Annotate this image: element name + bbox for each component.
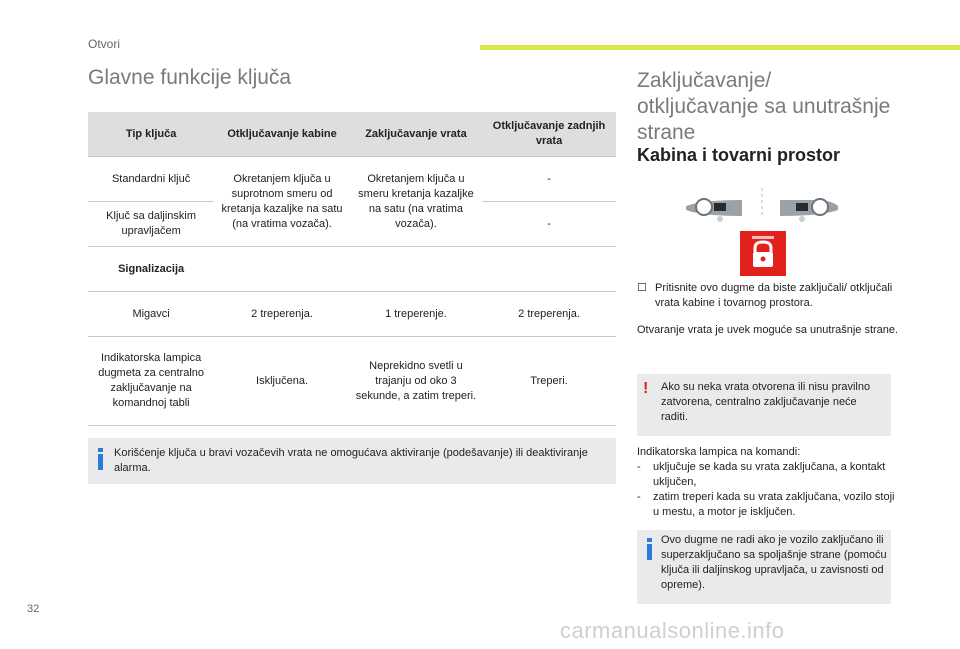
page-title: Glavne funkcije ključa [88, 66, 292, 89]
table-header: Otključavanje kabine [214, 112, 350, 157]
note-text: Ovo dugme ne radi ako je vozilo zaključano ili superzaključano sa spoljašnje strane (pomoću ključa ili daljinskog upravljača, u zavisnosti od opreme). [661, 534, 887, 591]
table-header-row [88, 112, 616, 157]
warning-icon: ! [643, 380, 649, 397]
list-item: - zatim treperi kada su vrata zaključana, vozilo stoji u mestu, a motor je isključen. [637, 491, 895, 518]
list-item-text: uključuje se kada su vrata zaključana, a kontakt uključen, [653, 461, 886, 488]
table-cell: 2 treperenja. [482, 292, 616, 337]
note-box [637, 530, 891, 604]
table-row [88, 157, 616, 202]
table-row [88, 247, 616, 292]
table-cell: Standardni ključ [88, 157, 214, 202]
indicator-section [637, 445, 899, 520]
section-subtitle: Kabina i tovarni prostor [637, 145, 841, 165]
accent-bar [480, 45, 960, 50]
right-dashboard-icon [780, 199, 838, 222]
watermark: carmanualsonline.info [560, 618, 785, 643]
info-icon [645, 538, 655, 560]
table-cell: 2 treperenja. [214, 292, 350, 337]
left-dashboard-icon [686, 199, 742, 222]
table-row [88, 337, 616, 426]
table-cell: Treperi. [482, 337, 616, 426]
info-text: Korišćenje ključa u bravi vozačevih vrata ne omogućava aktiviranje (podešavanje) ili deaktiviranje alarma. [114, 447, 588, 474]
table-cell: Neprekidno svetli u trajanju od oko 3 sekunde, a zatim treperi. [350, 337, 482, 426]
table-cell: - [482, 157, 616, 202]
table-row [88, 292, 616, 337]
info-icon [96, 448, 106, 470]
instruction-text: Pritisnite ovo dugme da biste zaključali/ otključali vrata kabine i tovarnog prostora. [655, 282, 893, 309]
checkbox-icon: ☐ [637, 282, 647, 294]
table-cell-empty [214, 247, 616, 292]
paragraph: Otvaranje vrata je uvek moguće sa unutrašnje strane. [637, 324, 899, 336]
lock-icon [740, 231, 786, 276]
table-header: Tip ključa [88, 112, 214, 157]
table-header: Zaključavanje vrata [350, 112, 482, 157]
list-item-text: zatim treperi kada su vrata zaključana, vozilo stoji u mestu, a motor je isključen. [653, 491, 895, 518]
warning-text: Ako su neka vrata otvorena ili nisu pravilno zatvorena, centralno zaključavanje neće raditi. [661, 381, 871, 423]
warning-box [637, 374, 891, 436]
indicator-intro: Indikatorska lampica na komandi: [637, 446, 801, 458]
table-header: Otključavanje zadnjih vrata [482, 112, 616, 157]
table-cell: Okretanjem ključa u smeru kretanja kazaljke na satu (na vratima vozača). [350, 157, 482, 247]
key-functions-table [88, 112, 616, 426]
table-cell: Okretanjem ključa u suprotnom smeru od kretanja kazaljke na satu (na vratima vozača). [214, 157, 350, 247]
table-cell: Migavci [88, 292, 214, 337]
lock-button-illustration [682, 186, 840, 278]
list-item: - uključuje se kada su vrata zaključana, a kontakt uključen, [637, 461, 886, 488]
table-cell: - [482, 202, 616, 247]
table-cell: Indikatorska lampica dugmeta za centralno zaključavanje na komandnoj tabli [88, 337, 214, 426]
section-label: Otvori [88, 37, 121, 51]
table-cell: Isključena. [214, 337, 350, 426]
table-cell: 1 treperenje. [350, 292, 482, 337]
table-cell: Ključ sa daljinskim upravljačem [88, 202, 214, 247]
section-title: Zaključavanje/ otključavanje sa unutrašnje strane [637, 69, 891, 144]
signal-label: Signalizacija [88, 247, 214, 292]
info-box [88, 438, 616, 484]
page-number: 32 [27, 603, 40, 615]
